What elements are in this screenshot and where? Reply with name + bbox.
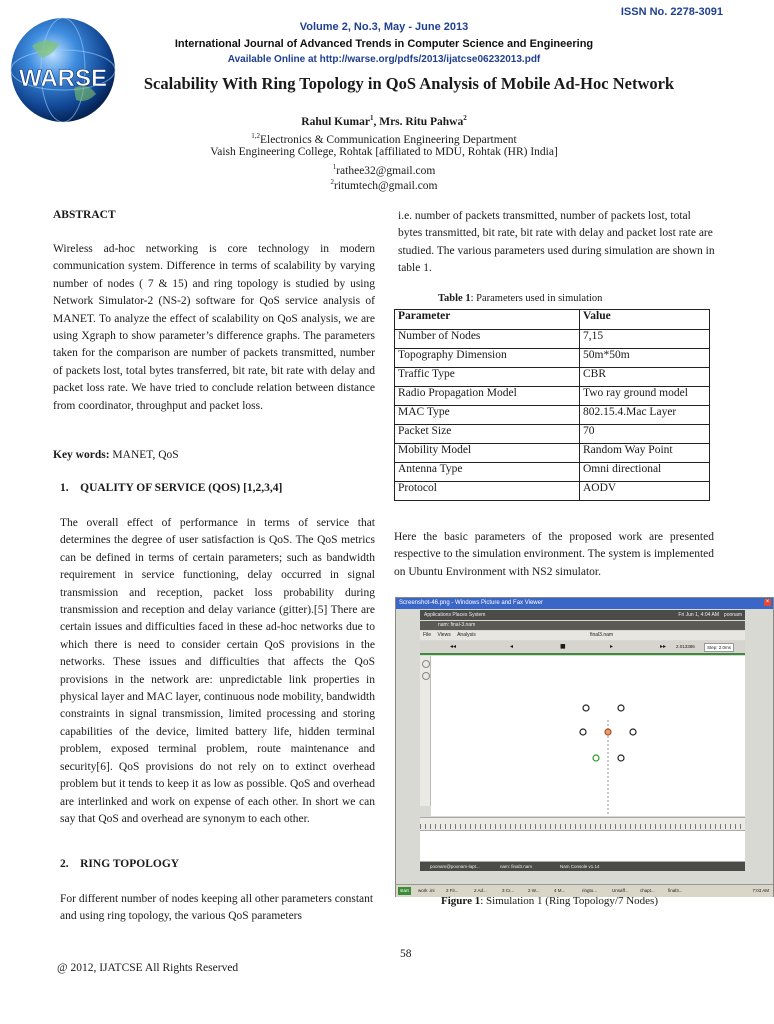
table-row — [395, 406, 710, 425]
section-2-heading: 2. RING TOPOLOGY — [60, 858, 180, 870]
value-cell: CBR — [580, 368, 710, 387]
zoom-out-icon[interactable] — [422, 672, 430, 680]
viewer-titlebar: Screenshot-46.png - Windows Picture and Fax Viewer × — [396, 598, 773, 609]
menu-views[interactable]: Views — [437, 632, 451, 638]
parameter-cell: Mobility Model — [395, 444, 580, 463]
simulation-screenshot — [395, 597, 774, 897]
section-1-body: The overall effect of performance in terms of service that determines the degree of user satisfaction is QoS. The QoS metrics can be defined in terms of certain parameters; such as bandwidth requirement in service functioning, delay occurred in signal transmission and reception, packet loss probability during transmission and reception and delay variance (gitter).[5] There are certain issues and difficulties faced in these ad-hoc networks due to which there is need to consider certain QoS provisions in the networks. These issues and difficulties that affects the QoS provisions in the network are: unpredictable link properties in physical layer and MAC layer, continuous node mobility, bandwidth constraints in signal transmission, limited processing and storing capabilities of the device, limited battery life, hidden terminal problem, exposed terminal problem, route maintenance and security[6]. QoS provisions do not rely on to extinct overhead problem but it tends to keep it as low as possible. QoS and overhead are interlinked and work on expense of each other. In short we can say that QoS and overhead are synonym to each other. — [60, 517, 375, 825]
parameter-cell: Packet Size — [395, 425, 580, 444]
annotation-panel — [420, 831, 745, 862]
parameter-cell: Number of Nodes — [395, 330, 580, 349]
back-icon[interactable]: ◂ — [510, 643, 514, 650]
right-intro: i.e. number of packets transmitted, number of packets lost, total bytes transmitted, bit rate, bit rate with delay and packet lost rate are studied. The various parameters used during simulation are shown in table 1. — [398, 210, 715, 275]
table-row — [395, 425, 710, 444]
author-2: Mrs. Ritu Pahwa — [379, 115, 464, 128]
affiliation-department: $^{1,2}$Electronics & Communication Engineering Department — [251, 132, 517, 146]
table-header-cell: Parameter — [395, 310, 580, 330]
play-icon[interactable]: ▸ — [610, 643, 614, 650]
issn-number: ISSN No. 2278-3091 — [620, 6, 723, 18]
journal-name: International Journal of Advanced Trends in Computer Science and Engineering — [174, 38, 594, 50]
table-row — [395, 444, 710, 463]
abstract-body: Wireless ad-hoc networking is core technology in modern communication system. Difference in terms of scalability by varying number of nodes ( 7 & 15) and ring topology is studied by using Network Simulator-2 (NS-2) software for QoS service analysis of MANET. To analyze the effect of scalability on QoS analysis, we are using Xgraph to show parameter’s difference graphs. The parameters taken for the comparison are number of packets transmitted, number of packets lost, total bytes transferred, bit rate, bit rate with delay and packet loss rate. We have tried to conclude relation between distance from coordinator, throughput and packet loss. — [53, 243, 375, 412]
value-cell: Random Way Point — [580, 444, 710, 463]
rewind-icon[interactable]: ◂◂ — [450, 643, 457, 650]
value-cell: 802.15.4.Mac Layer — [580, 406, 710, 425]
table-row — [395, 349, 710, 368]
value-cell: 70 — [580, 425, 710, 444]
section-2-body: For different number of nodes keeping all other parameters constant and using ring topology, the various QoS parameters — [60, 893, 374, 923]
system-clock: 7:03 AM — [752, 888, 769, 893]
warse-logo — [4, 6, 122, 124]
page-number: 58 — [400, 948, 412, 960]
online-url[interactable]: Available Online at http://warse.org/pdfs/2013/ijatcse06232013.pdf — [227, 54, 541, 65]
value-cell: Omni directional — [580, 463, 710, 482]
menu-file[interactable]: File — [423, 632, 432, 638]
section-1-heading: 1. QUALITY OF SERVICE (QOS) [1,2,3,4] — [60, 482, 283, 494]
nam-titlebar: nam: final-3.nam — [420, 621, 745, 630]
table-row — [395, 368, 710, 387]
table-header-cell: Value — [580, 310, 710, 330]
figure-caption: Figure 1: Simulation 1 (Ring Topology/7 Nodes) — [441, 895, 658, 907]
time-readout: 2.013386 — [676, 644, 695, 649]
abstract-heading: ABSTRACT — [53, 209, 116, 221]
value-cell: 50m*50m — [580, 349, 710, 368]
nam-menubar — [420, 631, 745, 640]
parameter-cell: Traffic Type — [395, 368, 580, 387]
ubuntu-top-panel: Applications Places System Fri Jun 1, 4:04 AM poonam — [420, 610, 745, 620]
table-row — [395, 387, 710, 406]
parameter-cell: Antenna Type — [395, 463, 580, 482]
start-button[interactable]: start — [400, 888, 409, 893]
table-row — [395, 463, 710, 482]
close-icon[interactable]: × — [765, 599, 770, 605]
progress-bar — [420, 653, 745, 655]
table-header-row — [395, 310, 710, 330]
author-line: Rahul Kumar$^1$, Mrs. Ritu Pahwa$^2$ — [301, 114, 467, 128]
table-row — [395, 330, 710, 349]
paper-title: Scalability With Ring Topology in QoS Analysis of Mobile Ad-Hoc Network — [143, 74, 675, 93]
email-2[interactable]: $^2$ritumtech@gmail.com — [330, 178, 438, 192]
value-cell: 7,15 — [580, 330, 710, 349]
volume-info: Volume 2, No.3, May - June 2013 — [299, 21, 469, 33]
table-caption: Table 1: Parameters used in simulation — [438, 293, 603, 304]
author-1: Rahul Kumar — [301, 115, 370, 128]
table-row — [395, 482, 710, 501]
after-table-text: Here the basic parameters of the proposed work are presented respective to the simulation environment. The system is implemented on Ubuntu Environment with NS2 simulator. — [394, 531, 714, 578]
nam-canvas — [431, 656, 745, 816]
keywords: Key words: MANET, QoS — [53, 449, 179, 461]
affiliation-college: Vaish Engineering College, Rohtak [affiliated to MDU, Rohtak (HR) India] — [210, 146, 558, 158]
parameter-cell: Radio Propagation Model — [395, 387, 580, 406]
email-1[interactable]: $^1$rathee32@gmail.com — [332, 163, 436, 177]
parameter-cell: MAC Type — [395, 406, 580, 425]
menu-analysis[interactable]: Analysis — [457, 632, 476, 638]
nam-side-toolbar — [420, 656, 431, 806]
zoom-in-icon[interactable] — [422, 660, 430, 668]
time-slider[interactable] — [420, 817, 745, 831]
step-field[interactable]: Step: 2.0ms — [704, 643, 734, 652]
windows-taskbar: start work .ini 2 Fir... 2 Ad... 3 Cr... 2 W... 4 M... ringto... Unsaff... chapt... final3... 7:03 AM — [396, 884, 773, 897]
ubuntu-bottom-panel: poonam@poonam-lapt... nam: final3.nam Nam Console v1.14 — [420, 862, 745, 871]
coordinator-node — [605, 729, 611, 735]
nam-filename: final3.nam — [590, 632, 614, 638]
value-cell: AODV — [580, 482, 710, 501]
stop-icon[interactable]: ■ — [560, 643, 566, 650]
logo-wordmark: WARSE — [18, 65, 108, 92]
value-cell: Two ray ground model — [580, 387, 710, 406]
fast-forward-icon[interactable]: ▸▸ — [660, 643, 667, 650]
parameter-cell: Protocol — [395, 482, 580, 501]
copyright: @ 2012, IJATCSE All Rights Reserved — [57, 962, 239, 974]
parameter-cell: Topography Dimension — [395, 349, 580, 368]
parameters-table — [394, 309, 710, 501]
